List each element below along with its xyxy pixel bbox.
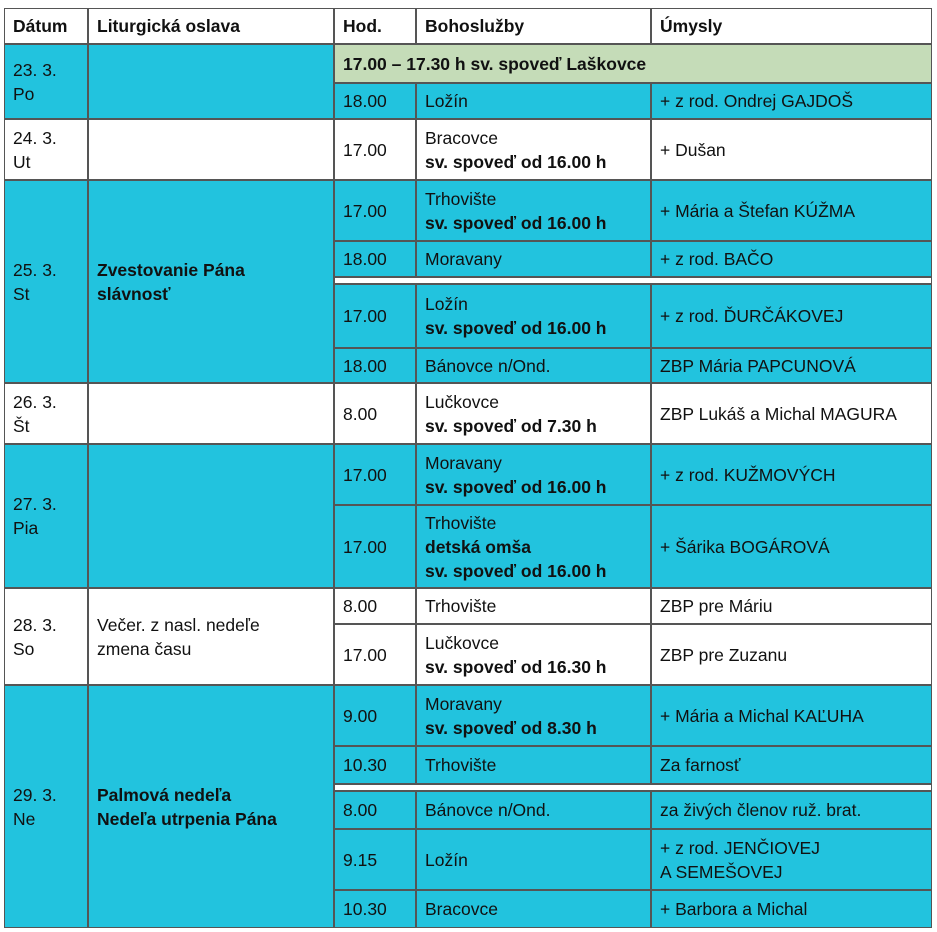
weekday-label: Po [13,83,35,104]
service-cell [416,829,651,890]
header-hour [334,8,416,44]
intent-cell-text: + z rod. ĎURČÁKOVEJ [660,306,844,326]
service-cell-text: sv. spoveď od 16.00 h [425,318,607,338]
time-label: 17.00 [343,200,387,221]
time-cell [334,241,416,277]
service-cell [416,284,651,348]
service-cell-text: sv. spoveď od 16.00 h [425,560,607,581]
intent-cell [651,284,932,348]
confession-banner-text: 17.00 – 17.30 h sv. spoveď Laškovce [343,53,647,74]
service-cell-text: Bánovce n/Ond. [425,800,551,820]
date-cell [4,588,88,685]
header-service [416,8,651,44]
service-cell [416,624,651,685]
weekday-label: Ne [13,808,36,829]
date-label: 29. 3. [13,784,57,805]
service-cell [416,685,651,746]
intent-cell [651,791,932,829]
intent-cell [651,348,932,383]
intent-cell-text: + Mária a Štefan KÚŽMA [660,200,856,221]
date-label: 23. 3. [13,59,57,80]
date-label: 28. 3. [13,614,57,635]
intent-cell [651,83,932,119]
feast-cell-text: Palmová nedeľa [97,784,232,805]
intent-cell-text: ZBP Lukáš a Michal MAGURA [660,403,897,424]
weekday-label: Ut [13,151,31,172]
service-cell-text: Trhovište [425,755,497,775]
intent-cell [651,588,932,624]
intent-cell-text: + z rod. Ondrej GAJDOŠ [660,91,854,111]
time-cell [334,624,416,685]
service-cell-text: Bánovce n/Ond. [425,355,551,376]
time-cell [334,685,416,746]
service-cell [416,444,651,505]
time-label: 17.00 [343,306,387,326]
header-intent-label: Úmysly [660,16,723,36]
feast-cell [88,588,334,685]
service-cell-text: sv. spoveď od 16.00 h [425,476,607,497]
intent-cell-text: A SEMEŠOVEJ [660,861,783,882]
service-cell-text: Bracovce [425,899,498,919]
intent-cell [651,829,932,890]
date-cell [4,383,88,444]
service-cell-text: Trhovište [425,512,497,533]
service-cell-text: Moravany [425,693,502,714]
header-service-label: Bohoslužby [425,16,525,36]
service-cell-text: Trhovište [425,188,497,209]
row-separator [334,784,932,791]
intent-cell-text: + z rod. JENČIOVEJ [660,837,820,858]
time-label: 18.00 [343,249,387,269]
intent-cell-text: za živých členov ruž. brat. [660,800,862,820]
service-cell-text: Ložín [425,294,468,314]
service-cell-text: detská omša [425,536,532,557]
service-cell [416,383,651,444]
time-label: 10.30 [343,755,387,775]
service-cell-text: sv. spoveď od 16.00 h [425,151,607,172]
time-cell [334,746,416,784]
time-label: 17.00 [343,536,387,557]
feast-cell [88,44,334,119]
time-cell [334,588,416,624]
time-cell [334,180,416,241]
service-cell-text: Ložín [425,849,468,870]
time-cell [334,791,416,829]
date-cell [4,119,88,180]
time-cell [334,444,416,505]
time-label: 8.00 [343,403,378,424]
intent-cell [651,624,932,685]
service-cell [416,241,651,277]
feast-cell-text: Nedeľa utrpenia Pána [97,808,277,829]
service-cell [416,180,651,241]
feast-cell-text: slávnosť [97,283,171,304]
feast-cell-text: zmena času [97,638,192,659]
service-cell [416,588,651,624]
time-label: 17.00 [343,644,387,665]
intent-cell [651,241,932,277]
service-cell-text: sv. spoveď od 16.30 h [425,656,607,677]
service-cell-text: Trhovište [425,596,497,616]
intent-cell-text: + Dušan [660,139,726,160]
service-cell [416,746,651,784]
time-cell [334,119,416,180]
service-cell-text: sv. spoveď od 16.00 h [425,212,607,233]
time-cell [334,890,416,928]
feast-cell-text: Zvestovanie Pána [97,259,245,280]
intent-cell [651,685,932,746]
feast-cell-text: Večer. z nasl. nedeľe [97,614,260,635]
time-cell [334,284,416,348]
service-cell [416,119,651,180]
intent-cell-text: + z rod. KUŽMOVÝCH [660,464,836,485]
header-hour-label: Hod. [343,16,382,36]
header-feast-label: Liturgická oslava [97,16,240,36]
intent-cell [651,505,932,588]
date-cell [4,44,88,119]
service-cell-text: Moravany [425,452,502,473]
row-separator [334,277,932,284]
time-label: 10.30 [343,899,387,919]
service-cell-text: sv. spoveď od 7.30 h [425,415,597,436]
date-cell [4,180,88,383]
feast-cell [88,685,334,928]
service-cell [416,791,651,829]
time-label: 18.00 [343,91,387,111]
header-feast [88,8,334,44]
time-cell [334,383,416,444]
service-cell-text: Lučkovce [425,391,499,412]
service-cell [416,83,651,119]
service-cell-text: Moravany [425,249,502,269]
intent-cell-text: + z rod. BAČO [660,249,774,269]
service-cell-text: Lučkovce [425,632,499,653]
date-label: 24. 3. [13,127,57,148]
intent-cell [651,383,932,444]
date-cell [4,685,88,928]
time-label: 17.00 [343,139,387,160]
time-label: 18.00 [343,355,387,376]
header-date [4,8,88,44]
date-cell [4,444,88,588]
service-cell-text: sv. spoveď od 8.30 h [425,717,597,738]
date-label: 27. 3. [13,494,57,514]
service-cell-text: Bracovce [425,127,498,148]
service-cell-text: Ložín [425,91,468,111]
service-cell [416,505,651,588]
time-label: 17.00 [343,464,387,485]
feast-cell [88,444,334,588]
date-label: 26. 3. [13,391,57,412]
intent-cell-text: + Šárika BOGÁROVÁ [660,536,830,557]
header-date-label: Dátum [13,16,68,36]
intent-cell-text: + Barbora a Michal [660,899,808,919]
time-cell [334,505,416,588]
intent-cell-text: + Mária a Michal KAĽUHA [660,705,864,726]
intent-cell [651,746,932,784]
time-cell [334,83,416,119]
confession-banner [334,44,932,83]
intent-cell-text: ZBP Mária PAPCUNOVÁ [660,355,856,376]
time-label: 8.00 [343,596,378,616]
feast-cell [88,180,334,383]
feast-cell [88,383,334,444]
intent-cell [651,180,932,241]
weekday-label: So [13,638,35,659]
intent-cell-text: ZBP pre Máriu [660,596,773,616]
time-cell [334,348,416,383]
weekday-label: St [13,283,30,304]
intent-cell [651,119,932,180]
weekday-label: Št [13,415,30,436]
service-cell [416,890,651,928]
time-label: 9.00 [343,705,378,726]
weekday-label: Pia [13,518,39,538]
time-label: 8.00 [343,800,378,820]
feast-cell [88,119,334,180]
intent-cell-text: ZBP pre Zuzanu [660,644,788,665]
intent-cell [651,444,932,505]
date-label: 25. 3. [13,259,57,280]
header-intent [651,8,932,44]
intent-cell [651,890,932,928]
time-cell [334,829,416,890]
time-label: 9.15 [343,849,378,870]
service-cell [416,348,651,383]
intent-cell-text: Za farnosť [660,755,741,775]
